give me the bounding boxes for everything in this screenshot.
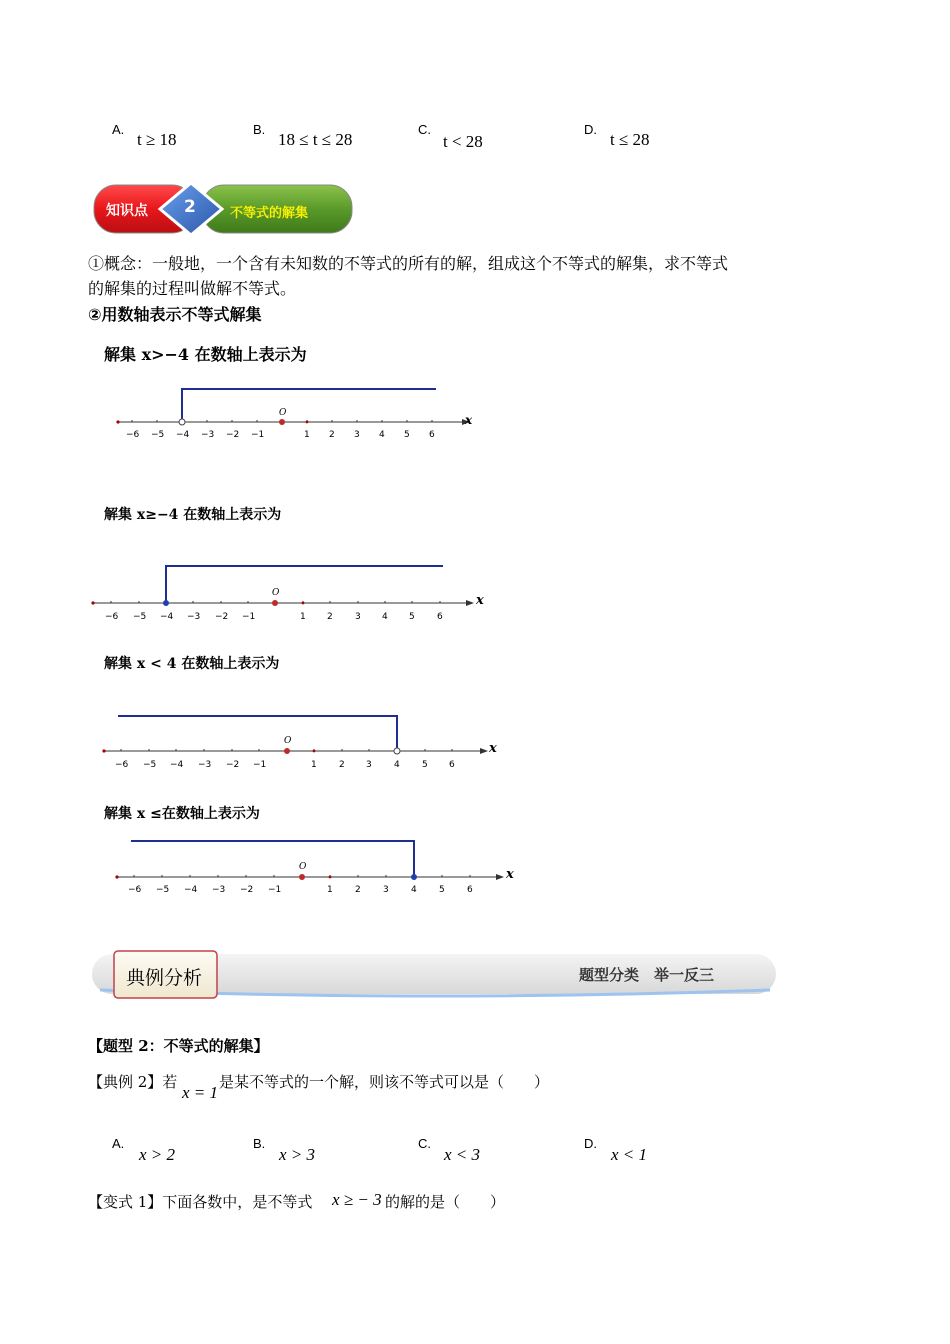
- tick-label: 3: [366, 760, 372, 770]
- option-math-d: x < 1: [611, 1145, 648, 1164]
- axis-var-label: x: [476, 593, 484, 608]
- tick-label: −4: [160, 612, 174, 622]
- variant-suffix: 的解的是（ ）: [385, 1193, 506, 1211]
- tick-label: −5: [156, 885, 170, 895]
- knowledge-point-number: 2: [184, 197, 196, 217]
- tick-label: 4: [411, 885, 417, 895]
- tick-label: −4: [176, 430, 190, 440]
- variant-prefix: 【变式 1】下面各数中，是不等式: [88, 1193, 313, 1211]
- tick-label: −6: [105, 612, 119, 622]
- tick-label: −1: [251, 430, 265, 440]
- tick-label: 2: [327, 612, 333, 622]
- numberline-title-1: 解集 x>−4 在数轴上表示为: [104, 345, 307, 364]
- tick-label: −1: [242, 612, 256, 622]
- option-letter-b: B.: [253, 1136, 266, 1151]
- tick-label: −2: [240, 885, 254, 895]
- tick-label: −2: [226, 430, 240, 440]
- numberline-title-3: 解集 x < 4 在数轴上表示为: [104, 656, 280, 672]
- concept-line-2: 的解集的过程叫做解不等式。: [88, 279, 297, 298]
- tick-label: −1: [253, 760, 267, 770]
- tick-label: 2: [355, 885, 361, 895]
- knowledge-point-title: 不等式的解集: [230, 206, 309, 221]
- tick-label: 5: [409, 612, 415, 622]
- tick-label: 6: [437, 612, 443, 622]
- tick-label: 1: [304, 430, 310, 440]
- origin-label: O: [284, 736, 292, 746]
- tick-label: 4: [382, 612, 388, 622]
- tick-label: −2: [226, 760, 240, 770]
- option-letter-a: A.: [112, 1136, 125, 1151]
- tick-label: −2: [215, 612, 229, 622]
- tick-label: −6: [128, 885, 142, 895]
- tick-label: 3: [355, 612, 361, 622]
- tick-label: −6: [126, 430, 140, 440]
- option-math-c: x < 3: [444, 1145, 481, 1164]
- tick-label: 3: [354, 430, 360, 440]
- tick-label: 1: [311, 760, 317, 770]
- tick-label: 2: [329, 430, 335, 440]
- option-math-d: t ≤ 28: [610, 130, 650, 149]
- example-analysis-banner: [90, 950, 778, 1000]
- tick-label: −6: [115, 760, 129, 770]
- tick-label: 1: [327, 885, 333, 895]
- numberline-2: [91, 566, 474, 606]
- concept-line-1: ①概念：一般地，一个含有未知数的不等式的所有的解，组成这个不等式的解集，求不等式: [88, 254, 729, 273]
- axis-var-label: x: [506, 867, 514, 882]
- banner-right-label: 题型分类 举一反三: [579, 966, 715, 984]
- tick-label: −3: [198, 760, 212, 770]
- option-letter-c: C.: [418, 122, 431, 137]
- option-math-a: t ≥ 18: [137, 130, 177, 149]
- axis-var-label: x: [489, 741, 497, 756]
- tick-label: −3: [187, 612, 201, 622]
- option-letter-c: C.: [418, 1136, 431, 1151]
- tick-label: 1: [300, 612, 306, 622]
- tick-label: −3: [201, 430, 215, 440]
- knowledge-point-label: 知识点: [106, 203, 148, 219]
- origin-label: O: [272, 588, 280, 598]
- option-letter-b: B.: [253, 122, 266, 137]
- tick-label: −4: [184, 885, 198, 895]
- option-math-b: x > 3: [279, 1145, 316, 1164]
- type2-heading: 【题型 2：不等式的解集】: [88, 1037, 269, 1055]
- numberline-title-4: 解集 x ≤在数轴上表示为: [104, 806, 260, 822]
- example-prefix: 【典例 2】若: [88, 1073, 178, 1091]
- tick-label: −4: [170, 760, 184, 770]
- option-letter-d: D.: [584, 1136, 597, 1151]
- tick-label: 6: [467, 885, 473, 895]
- option-math-c: t < 28: [443, 132, 483, 151]
- option-letter-a: A.: [112, 122, 125, 137]
- option-math-b: 18 ≤ t ≤ 28: [278, 130, 353, 149]
- tick-label: −5: [151, 430, 165, 440]
- tick-label: 6: [449, 760, 455, 770]
- tick-label: 4: [379, 430, 385, 440]
- option-math-a: x > 2: [139, 1145, 176, 1164]
- example-math: x = 1: [182, 1083, 219, 1102]
- origin-label: O: [299, 862, 307, 872]
- axis-var-label: x: [465, 413, 473, 427]
- tick-label: −5: [133, 612, 147, 622]
- option-letter-d: D.: [584, 122, 597, 137]
- tick-label: −1: [268, 885, 282, 895]
- tick-label: 3: [383, 885, 389, 895]
- origin-label: O: [279, 408, 287, 418]
- tick-label: 4: [394, 760, 400, 770]
- variant-math: x ≥ − 3: [332, 1190, 382, 1209]
- banner-left-label: 典例分析: [126, 967, 203, 989]
- numberline-3: [102, 716, 488, 754]
- numberline-4: [115, 841, 504, 880]
- numberline-1: [116, 389, 473, 427]
- example-suffix: 是某不等式的一个解，则该不等式可以是（ ）: [219, 1073, 550, 1091]
- tick-label: 2: [339, 760, 345, 770]
- tick-label: 5: [404, 430, 410, 440]
- tick-label: −3: [212, 885, 226, 895]
- tick-label: −5: [143, 760, 157, 770]
- tick-label: 5: [422, 760, 428, 770]
- tick-label: 6: [429, 430, 435, 440]
- numberline-title-2: 解集 x≥−4 在数轴上表示为: [104, 507, 282, 523]
- tick-label: 5: [439, 885, 445, 895]
- concept-subtitle: ②用数轴表示不等式解集: [88, 305, 262, 324]
